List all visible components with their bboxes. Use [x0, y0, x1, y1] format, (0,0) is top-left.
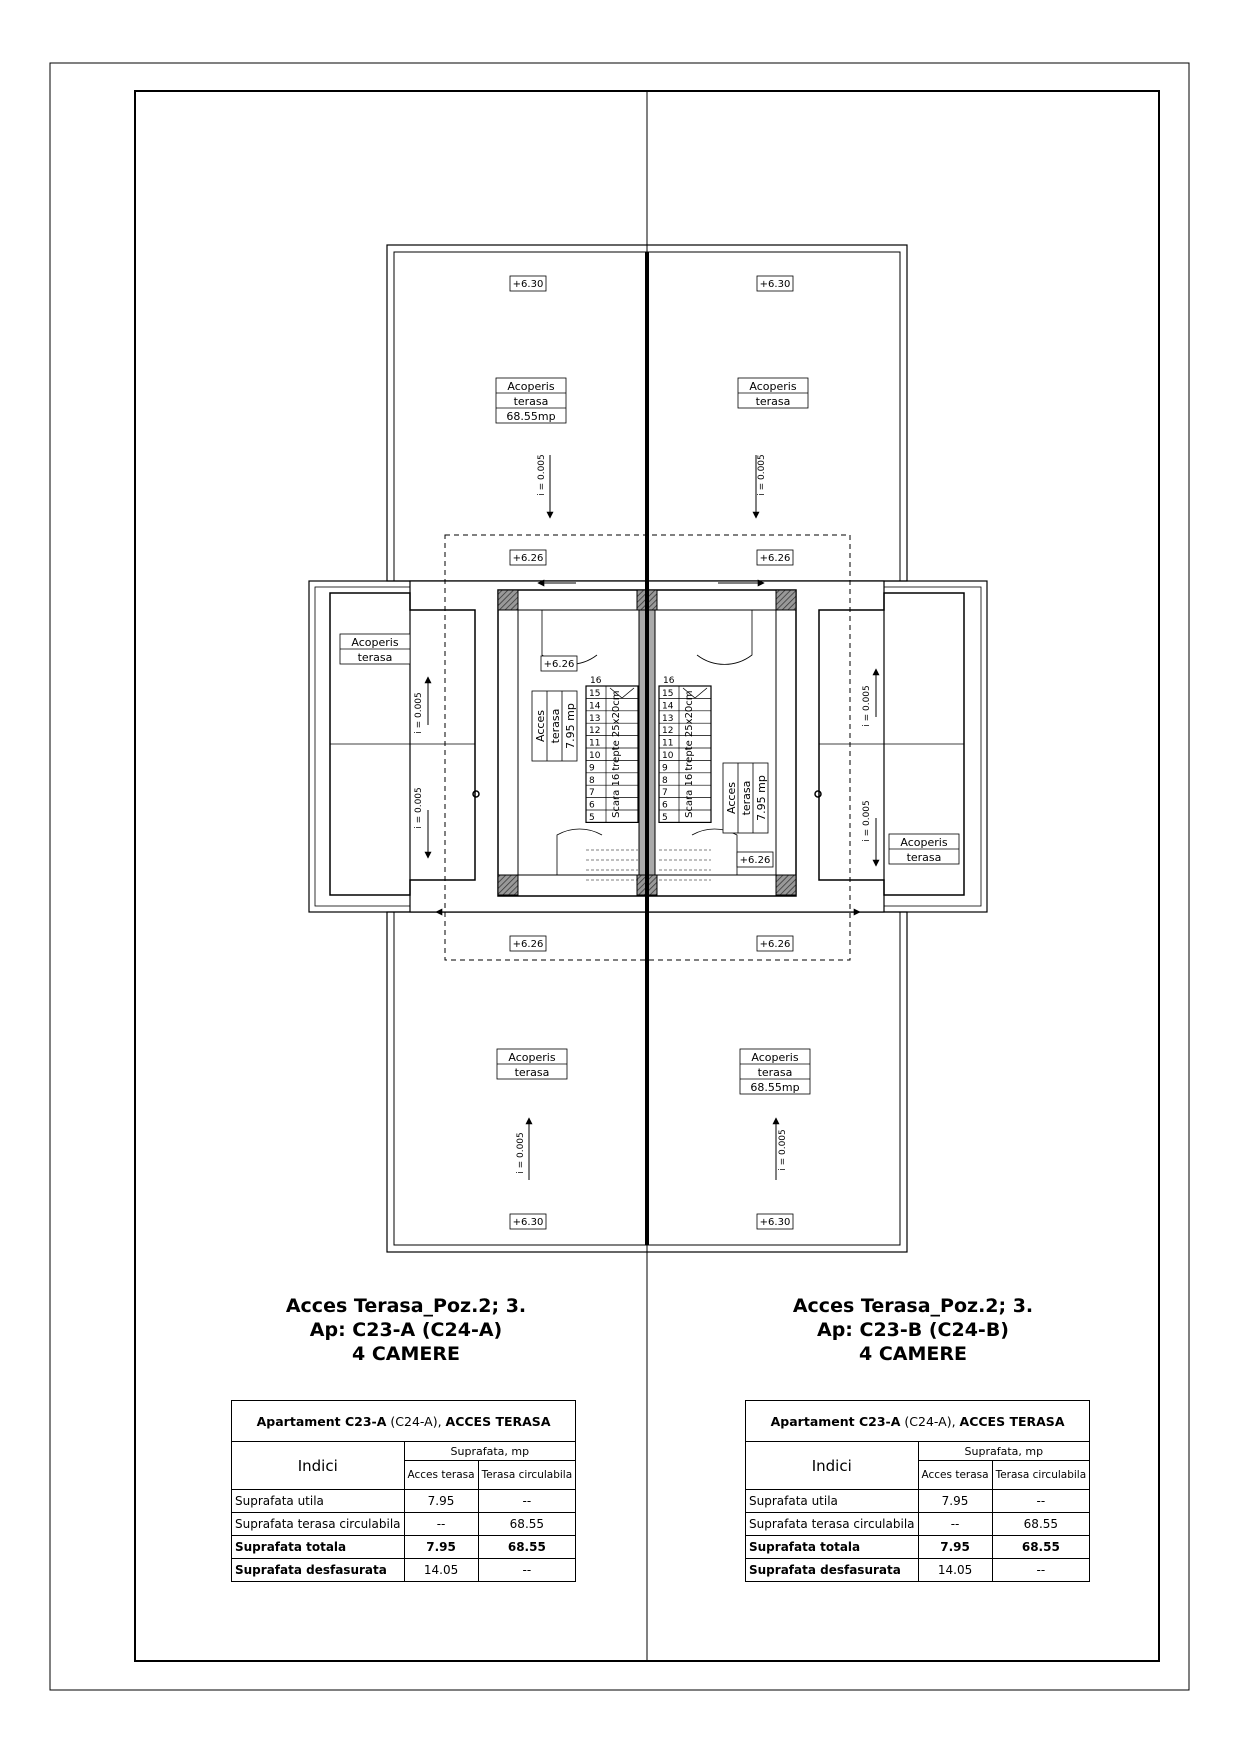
suprafata-header: Suprafata, mp — [404, 1442, 576, 1461]
title-line: 4 CAMERE — [859, 1343, 967, 1365]
access-label-right — [723, 763, 768, 833]
row-value: -- — [478, 1559, 576, 1582]
level-value: +6.30 — [759, 279, 791, 290]
roof-label: terasa — [755, 395, 791, 408]
table-row — [232, 1490, 576, 1513]
row-label: Suprafata totala — [232, 1536, 405, 1559]
row-value: -- — [404, 1513, 478, 1536]
roof-label-side-left — [340, 634, 410, 664]
level-tag — [757, 550, 793, 565]
level-value: +6.30 — [512, 279, 544, 290]
stair-step-number: 12 — [662, 726, 674, 737]
row-value: 68.55 — [992, 1536, 1090, 1559]
stair-step-number: 14 — [662, 701, 674, 712]
roof-label: terasa — [757, 1066, 793, 1079]
table-row — [746, 1559, 1090, 1582]
stair-step-number: 8 — [662, 775, 668, 786]
access-label: terasa — [549, 708, 562, 744]
title-line: 4 CAMERE — [352, 1343, 460, 1365]
level-tag — [510, 276, 546, 291]
stair-step-number: 11 — [589, 738, 601, 749]
slope-label: i = 0.005 — [414, 692, 424, 734]
title-line: Ap: C23-A (C24-A) — [309, 1319, 503, 1341]
stair-step-number: 13 — [589, 713, 601, 724]
access-label: Acces — [534, 710, 547, 742]
row-label: Suprafata totala — [746, 1536, 919, 1559]
roof-label-bottom-right — [740, 1049, 810, 1094]
row-value: 14.05 — [918, 1559, 992, 1582]
roof-label-top-right — [738, 378, 808, 408]
level-tag — [757, 276, 793, 291]
roof-label: Acoperis — [508, 1051, 556, 1064]
table-row — [746, 1513, 1090, 1536]
stair-step-number: 10 — [589, 751, 601, 761]
slope-label: i = 0.005 — [862, 685, 872, 727]
stair-step-number: 14 — [589, 701, 601, 712]
row-label: Suprafata terasa circulabila — [746, 1513, 919, 1536]
table-row — [232, 1536, 576, 1559]
title-left — [196, 1294, 616, 1366]
stair-step-number: 11 — [662, 738, 674, 749]
title-line: Acces Terasa_Poz.2; 3. — [285, 1295, 527, 1317]
level-value: +6.26 — [759, 553, 791, 564]
row-value: 7.95 — [918, 1490, 992, 1513]
suprafata-header: Suprafata, mp — [918, 1442, 1090, 1461]
stair-step-number: 12 — [589, 726, 601, 737]
roof-label: Acoperis — [351, 636, 399, 649]
column-header: Acces terasa — [918, 1461, 992, 1490]
stair-step-number: 8 — [589, 775, 595, 786]
level-tag — [510, 550, 546, 565]
table-title-part: ACCES TERASA — [959, 1413, 1065, 1429]
slope-label: i = 0.005 — [757, 454, 767, 496]
stair-step-number: 5 — [662, 813, 668, 823]
stair-step-number: 6 — [662, 800, 668, 811]
stair-step-number: 7 — [662, 788, 668, 799]
row-label: Suprafata desfasurata — [232, 1559, 405, 1582]
level-value: +6.26 — [759, 939, 791, 950]
roof-label-side-right — [889, 834, 959, 864]
table-title — [232, 1401, 576, 1442]
title-line: Acces Terasa_Poz.2; 3. — [792, 1295, 1034, 1317]
area-table-right — [745, 1400, 1090, 1582]
table-title-part: Apartament C23-A — [770, 1413, 901, 1429]
indici-header: Indici — [746, 1442, 919, 1490]
level-tag — [510, 936, 546, 951]
stair-step-number: 10 — [662, 751, 674, 761]
stair-step-number: 13 — [662, 713, 674, 724]
table-row — [232, 1559, 576, 1582]
title-right — [703, 1294, 1123, 1366]
slope-label: i = 0.005 — [778, 1129, 788, 1171]
row-value: 7.95 — [404, 1536, 478, 1559]
stair-top-step: 16 — [663, 676, 675, 686]
roof-label: terasa — [514, 1066, 550, 1079]
stair-step-number: 15 — [662, 689, 674, 699]
roof-label: Acoperis — [751, 1051, 799, 1064]
roof-label: Acoperis — [749, 380, 797, 393]
roof-area: 68.55mp — [750, 1081, 800, 1094]
roof-label: Acoperis — [507, 380, 555, 393]
access-area: 7.95 mp — [755, 775, 768, 821]
roof-label: terasa — [906, 851, 942, 864]
stair-top-step: 16 — [590, 676, 602, 686]
table-title-part: (C24-A), — [900, 1413, 960, 1429]
row-label: Suprafata utila — [746, 1490, 919, 1513]
access-label: terasa — [740, 780, 753, 816]
row-value: -- — [478, 1490, 576, 1513]
table-title-part: Apartament C23-A — [256, 1413, 387, 1429]
slope-label: i = 0.005 — [537, 454, 547, 496]
level-tag — [757, 936, 793, 951]
stair-step-number: 6 — [589, 800, 595, 811]
title-line: Ap: C23-B (C24-B) — [816, 1319, 1009, 1341]
level-value: +6.30 — [759, 1217, 791, 1228]
row-value: 68.55 — [478, 1513, 576, 1536]
level-tag — [757, 1214, 793, 1229]
table-row — [746, 1490, 1090, 1513]
table-title-part: (C24-A), — [386, 1413, 446, 1429]
row-value: 7.95 — [404, 1490, 478, 1513]
table-title — [746, 1401, 1090, 1442]
row-value: 68.55 — [478, 1536, 576, 1559]
row-label: Suprafata terasa circulabila — [232, 1513, 405, 1536]
level-value: +6.26 — [543, 659, 575, 670]
area-table-left — [231, 1400, 576, 1582]
level-value: +6.26 — [512, 553, 544, 564]
level-value: +6.26 — [739, 855, 771, 866]
stair-step-number: 5 — [589, 813, 595, 823]
row-label: Suprafata utila — [232, 1490, 405, 1513]
row-value: -- — [992, 1490, 1090, 1513]
roof-label: terasa — [357, 651, 393, 664]
row-label: Suprafata desfasurata — [746, 1559, 919, 1582]
roof-area: 68.55mp — [506, 410, 556, 423]
stair-label: Scara 16 trepte 25x20cm — [684, 690, 695, 818]
roof-label-top-left — [496, 378, 566, 423]
access-label-left — [532, 691, 577, 761]
level-value: +6.26 — [512, 939, 544, 950]
table-title-part: ACCES TERASA — [445, 1413, 551, 1429]
level-value: +6.30 — [512, 1217, 544, 1228]
slope-label: i = 0.005 — [862, 800, 872, 842]
stair-step-number: 15 — [589, 689, 601, 699]
roof-label: Acoperis — [900, 836, 948, 849]
row-value: 14.05 — [404, 1559, 478, 1582]
row-value: 68.55 — [992, 1513, 1090, 1536]
column-header: Acces terasa — [404, 1461, 478, 1490]
roof-label-bottom-left — [497, 1049, 567, 1079]
access-area: 7.95 mp — [564, 703, 577, 749]
row-value: 7.95 — [918, 1536, 992, 1559]
table-row — [746, 1536, 1090, 1559]
stair-label: Scara 16 trepte 25x20cm — [611, 690, 622, 818]
stair-step-number: 7 — [589, 788, 595, 799]
access-label: Acces — [725, 782, 738, 814]
table-row — [232, 1513, 576, 1536]
column-header: Terasa circulabila — [478, 1461, 576, 1490]
column-header: Terasa circulabila — [992, 1461, 1090, 1490]
level-tag — [541, 656, 577, 671]
slope-label: i = 0.005 — [516, 1132, 526, 1174]
row-value: -- — [992, 1559, 1090, 1582]
row-value: -- — [918, 1513, 992, 1536]
level-tag — [737, 852, 773, 867]
level-tag — [510, 1214, 546, 1229]
roof-label: terasa — [513, 395, 549, 408]
slope-label: i = 0.005 — [414, 787, 424, 829]
indici-header: Indici — [232, 1442, 405, 1490]
stair-step-number: 9 — [662, 763, 668, 774]
stair-step-number: 9 — [589, 763, 595, 774]
